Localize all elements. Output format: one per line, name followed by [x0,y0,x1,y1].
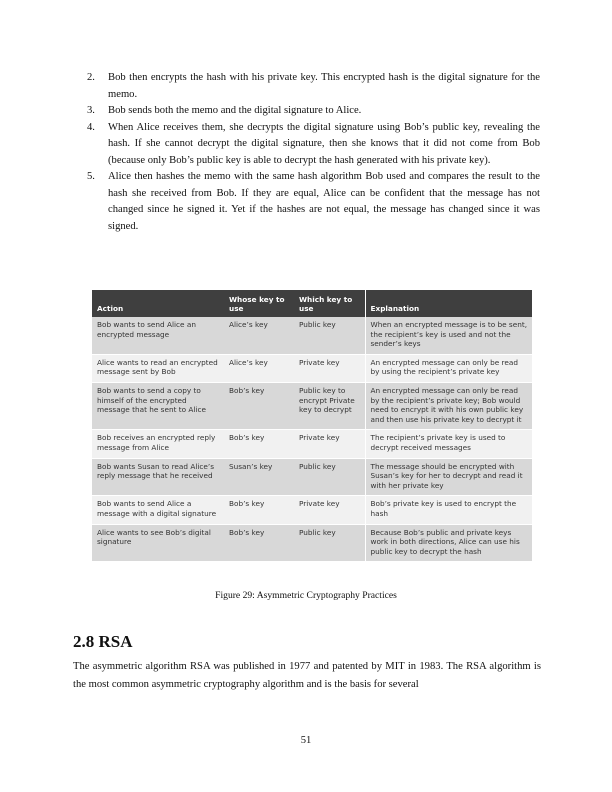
table-cell: Bob’s key [224,382,294,429]
header-which-key: Which key to use [294,290,365,317]
asymmetric-practices-table [92,290,532,562]
table-cell: Because Bob’s public and private keys work in both directions, Alice can use his public key to decrypt the hash [365,524,532,562]
table-cell: When an encrypted message is to be sent, the recipient’s key is used and not the sender’s keys [365,317,532,354]
list-item [87,70,540,103]
table-cell: Alice wants to see Bob’s digital signature [92,524,224,562]
list-item-number: 5. [87,171,95,182]
table-row [92,458,532,496]
table-cell: An encrypted message can only be read by the recipient’s private key; Bob would need to encrypt it with his own public key and then use his private key to decrypt it [365,382,532,429]
list-item-text: Alice then hashes the memo with the same hash algorithm Bob used and compares the result to the hash she received from Bob. If they are equal, Alice can be confident that the message has not changed since he signed it. Yet if the hashes are not equal, the message has changed since it was signed. [108,171,540,232]
page-number: 51 [300,735,312,746]
table-cell: Public key [294,317,365,354]
table-cell: Bob’s key [224,430,294,458]
header-explanation: Explanation [365,290,532,317]
table-cell: Bob wants to send a copy to himself of the encrypted message that he sent to Alice [92,382,224,429]
table-header-row [92,290,532,317]
table-row [92,524,532,562]
table-cell: Bob’s private key is used to encrypt the hash [365,496,532,524]
table-cell: Bob’s key [224,524,294,562]
figure-caption: Figure 29: Asymmetric Cryptography Practices [215,590,397,601]
table-cell: Private key [294,354,365,382]
section-paragraph: The asymmetric algorithm RSA was published in 1977 and patented by MIT in 1983. The RSA algorithm is the most common asymmetric cryptography algorithm and is the basis for several [73,661,541,690]
table-cell: Public key to encrypt Private key to decrypt [294,382,365,429]
figure-table [92,290,532,562]
table-cell: Private key [294,496,365,524]
list-item [87,103,540,120]
table-row [92,317,532,354]
table-cell: The recipient’s private key is used to decrypt received messages [365,430,532,458]
table-cell: Alice wants to read an encrypted message sent by Bob [92,354,224,382]
table-cell: Bob wants to send Alice a message with a digital signature [92,496,224,524]
table-cell: Alice’s key [224,354,294,382]
header-action: Action [92,290,224,317]
table-cell: Susan’s key [224,458,294,496]
table-cell: Bob wants to send Alice an encrypted message [92,317,224,354]
table-cell: Bob receives an encrypted reply message from Alice [92,430,224,458]
list-item-number: 3. [87,105,95,116]
numbered-steps [87,70,540,235]
list-item-text: Bob then encrypts the hash with his private key. This encrypted hash is the digital signature for the memo. [108,72,540,100]
list-item-text: Bob sends both the memo and the digital signature to Alice. [108,105,362,116]
table-cell: Private key [294,430,365,458]
table-cell: Public key [294,524,365,562]
table-row [92,382,532,429]
table-row [92,496,532,524]
table-cell: Bob wants Susan to read Alice’s reply message that he received [92,458,224,496]
table-cell: Bob’s key [224,496,294,524]
table-cell: The message should be encrypted with Susan’s key for her to decrypt and read it with her private key [365,458,532,496]
list-item [87,120,540,170]
list-item-text: When Alice receives them, she decrypts the digital signature using Bob’s public key, revealing the hash. If she cannot decrypt the digital signature, then she knows that it did not come from Bob (because only Bob’s public key is able to decrypt the hash generated with his private key). [108,121,540,166]
table-row [92,430,532,458]
table-cell: Public key [294,458,365,496]
list-item [87,169,540,235]
list-item-number: 4. [87,121,95,133]
table-cell: An encrypted message can only be read by using the recipient’s private key [365,354,532,382]
header-whose-key: Whose key to use [224,290,294,317]
table-cell: Alice’s key [224,317,294,354]
table-row [92,354,532,382]
list-item-number: 2. [87,72,95,83]
section-heading: 2.8 RSA [73,632,133,651]
